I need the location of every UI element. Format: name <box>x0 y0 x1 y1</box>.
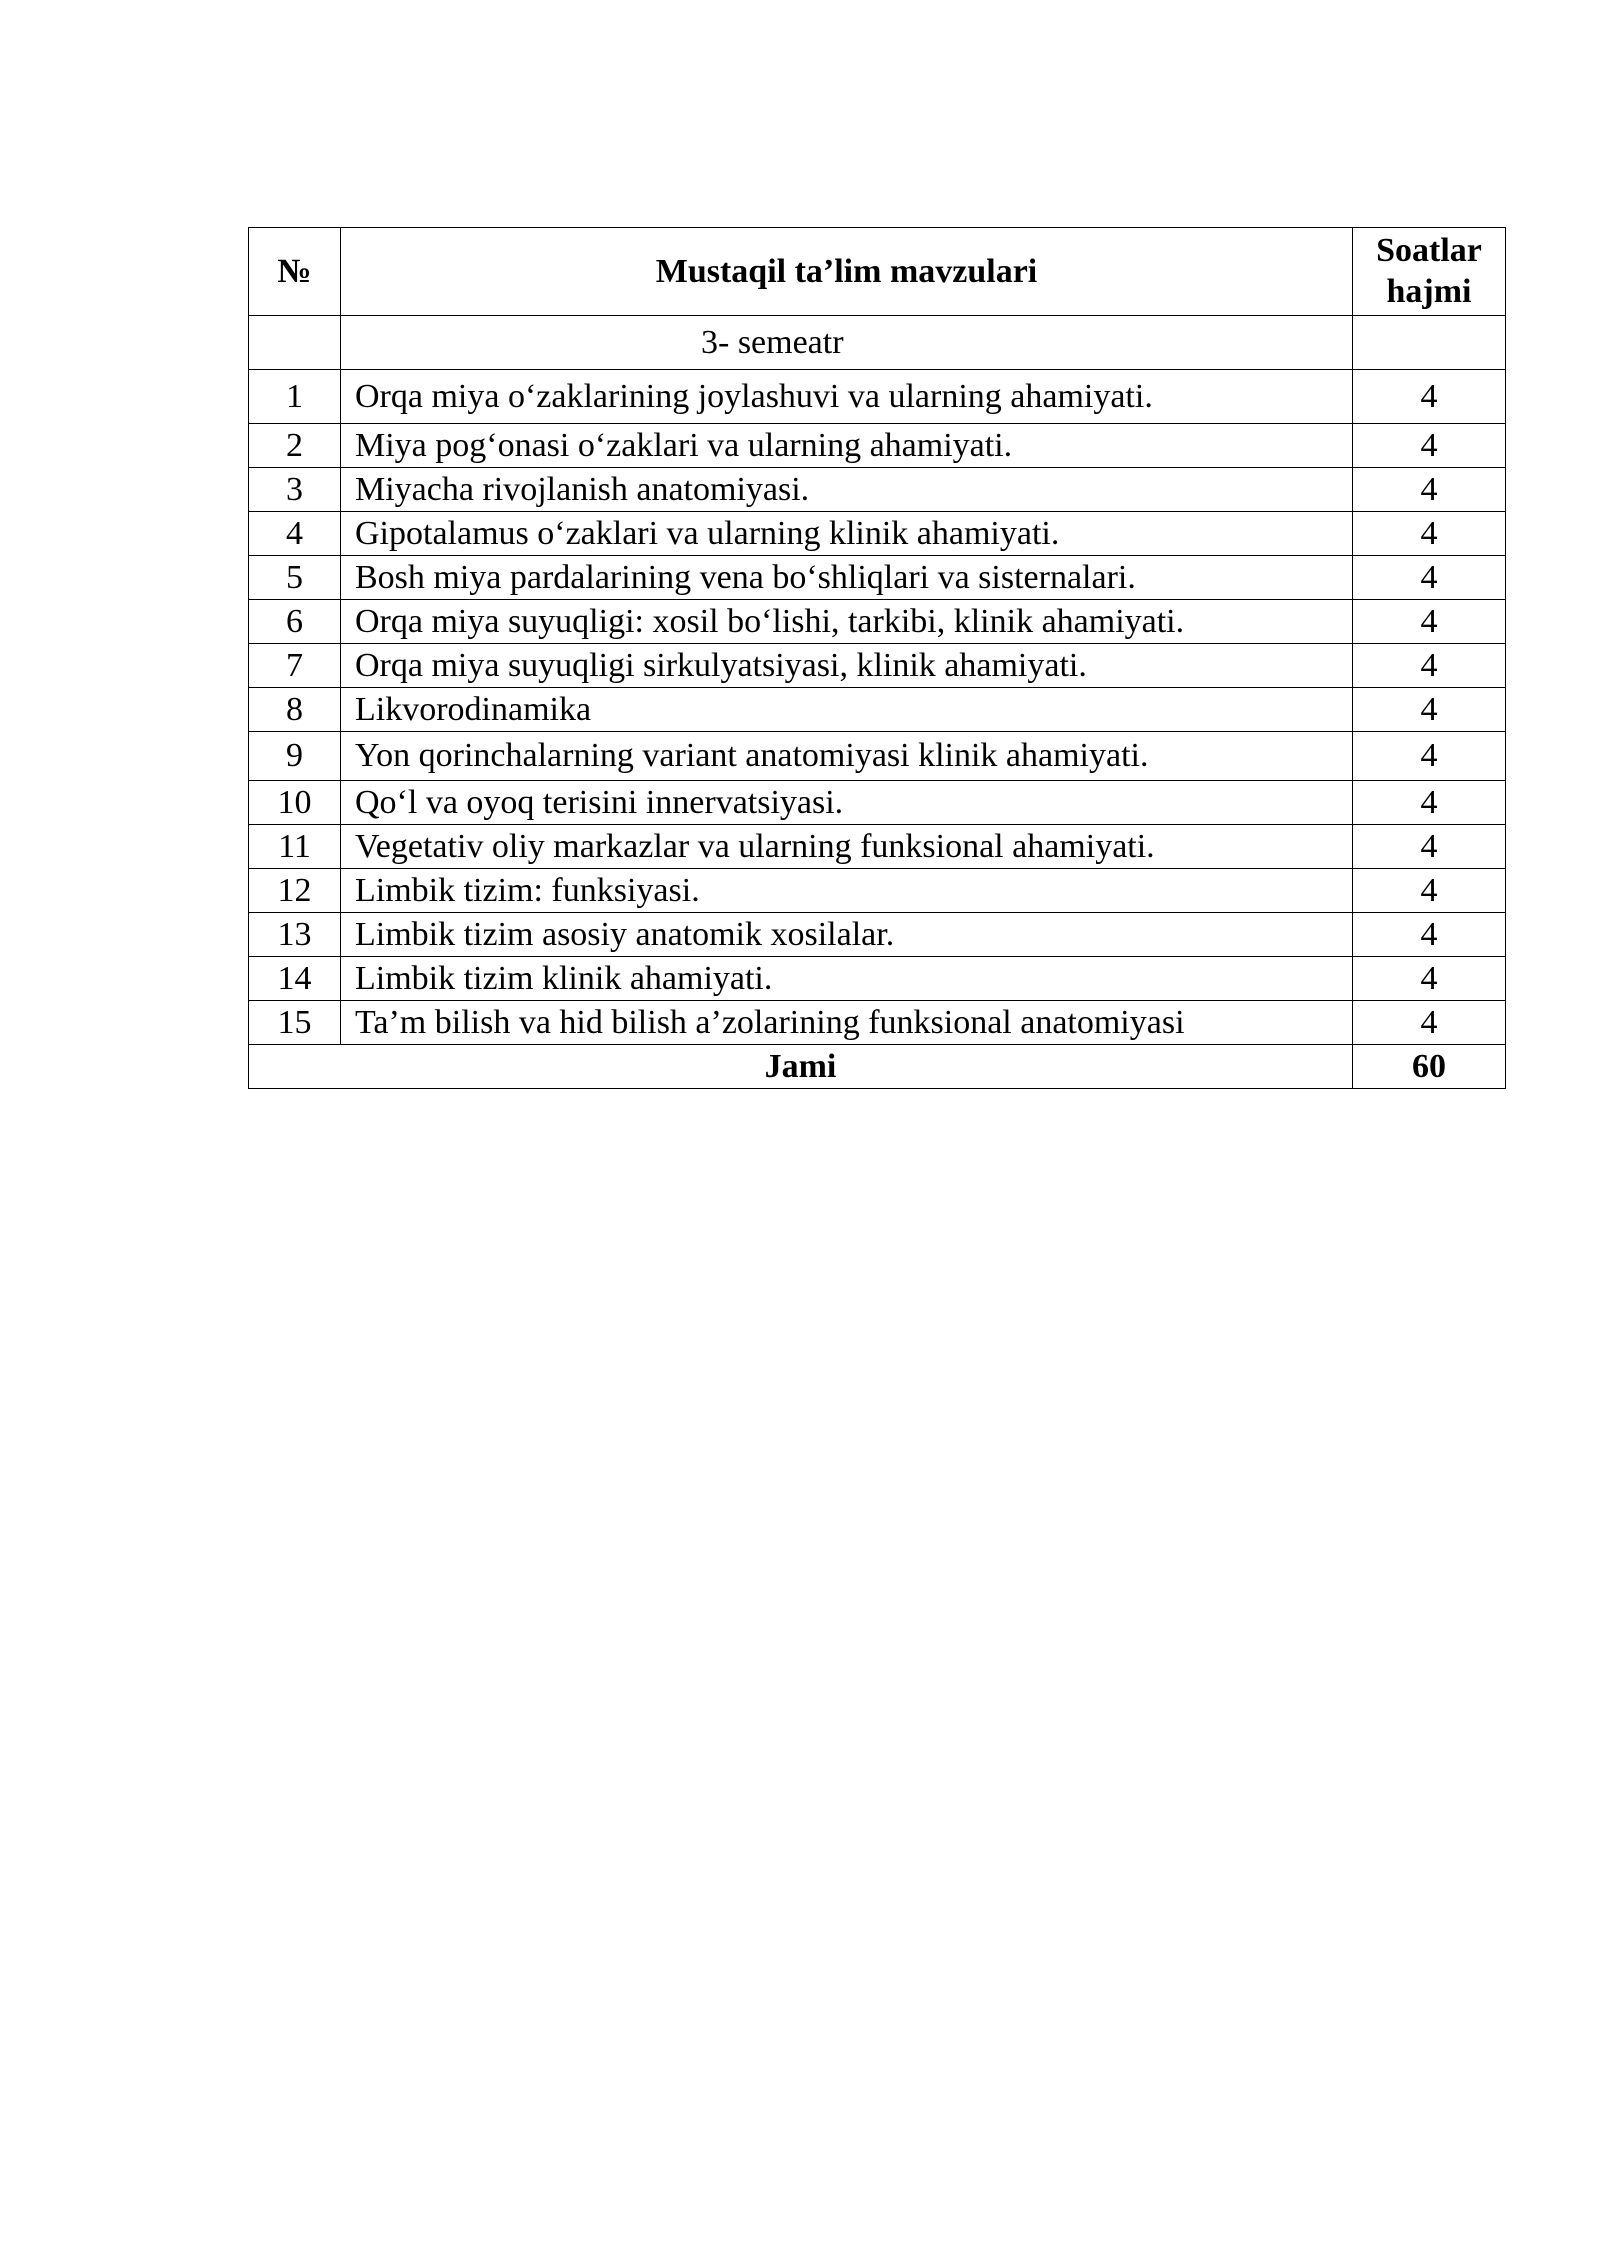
row-title: Yon qorinchalarning variant anatomiyasi klinik ahamiyati. <box>341 732 1353 781</box>
row-hours: 4 <box>1353 1001 1506 1045</box>
row-hours: 4 <box>1353 957 1506 1001</box>
row-hours: 4 <box>1353 732 1506 781</box>
row-number: 4 <box>249 512 341 556</box>
row-title: Orqa miya suyuqligi: xosil bo‘lishi, tarkibi, klinik ahamiyati. <box>341 600 1353 644</box>
row-hours: 4 <box>1353 424 1506 468</box>
table-row <box>249 913 1506 957</box>
row-hours: 4 <box>1353 370 1506 424</box>
total-hours: 60 <box>1353 1045 1506 1089</box>
table-row <box>249 556 1506 600</box>
row-title: Limbik tizim: funksiyasi. <box>341 869 1353 913</box>
table-row <box>249 957 1506 1001</box>
semester-row <box>249 316 1506 370</box>
table-row <box>249 781 1506 825</box>
table-row <box>249 468 1506 512</box>
total-row <box>249 1045 1506 1089</box>
table-row <box>249 370 1506 424</box>
row-number: 7 <box>249 644 341 688</box>
row-number: 6 <box>249 600 341 644</box>
row-title: Miyacha rivojlanish anatomiyasi. <box>341 468 1353 512</box>
row-title: Qo‘l va oyoq terisini innervatsiyasi. <box>341 781 1353 825</box>
header-hours <box>1353 228 1506 316</box>
row-number: 5 <box>249 556 341 600</box>
table-row <box>249 1001 1506 1045</box>
row-hours: 4 <box>1353 688 1506 732</box>
table-row <box>249 825 1506 869</box>
row-title: Orqa miya o‘zaklarining joylashuvi va ularning ahamiyati. <box>341 370 1353 424</box>
row-number: 1 <box>249 370 341 424</box>
row-title: Miya pog‘onasi o‘zaklari va ularning ahamiyati. <box>341 424 1353 468</box>
header-hours-line2: hajmi <box>1386 272 1472 310</box>
row-hours: 4 <box>1353 825 1506 869</box>
row-number: 12 <box>249 869 341 913</box>
row-number: 14 <box>249 957 341 1001</box>
table-row <box>249 600 1506 644</box>
row-hours: 4 <box>1353 556 1506 600</box>
row-number: 2 <box>249 424 341 468</box>
table-row <box>249 512 1506 556</box>
table-row <box>249 869 1506 913</box>
row-title: Likvorodinamika <box>341 688 1353 732</box>
table-row <box>249 644 1506 688</box>
row-hours: 4 <box>1353 468 1506 512</box>
row-title: Vegetativ oliy markazlar va ularning funksional ahamiyati. <box>341 825 1353 869</box>
row-title: Limbik tizim asosiy anatomik xosilalar. <box>341 913 1353 957</box>
row-hours: 4 <box>1353 781 1506 825</box>
table-row <box>249 688 1506 732</box>
row-number: 11 <box>249 825 341 869</box>
row-number: 9 <box>249 732 341 781</box>
header-title: Mustaqil ta’lim mavzulari <box>341 228 1353 316</box>
row-number: 8 <box>249 688 341 732</box>
row-title: Gipotalamus o‘zaklari va ularning klinik ahamiyati. <box>341 512 1353 556</box>
row-hours: 4 <box>1353 913 1506 957</box>
header-number: № <box>249 228 341 316</box>
semester-empty-hours <box>1353 316 1506 370</box>
row-number: 13 <box>249 913 341 957</box>
semester-label: 3- semeatr <box>341 316 1353 370</box>
row-number: 3 <box>249 468 341 512</box>
row-number: 10 <box>249 781 341 825</box>
row-hours: 4 <box>1353 512 1506 556</box>
row-hours: 4 <box>1353 600 1506 644</box>
header-hours-line1: Soatlar <box>1376 231 1482 269</box>
table-header-row <box>249 228 1506 316</box>
total-label: Jami <box>249 1045 1353 1089</box>
table-row <box>249 424 1506 468</box>
row-title: Limbik tizim klinik ahamiyati. <box>341 957 1353 1001</box>
topics-table <box>248 227 1506 1089</box>
row-hours: 4 <box>1353 869 1506 913</box>
row-title: Orqa miya suyuqligi sirkulyatsiyasi, klinik ahamiyati. <box>341 644 1353 688</box>
row-number: 15 <box>249 1001 341 1045</box>
row-title: Ta’m bilish va hid bilish a’zolarining funksional anatomiyasi <box>341 1001 1353 1045</box>
row-title: Bosh miya pardalarining vena bo‘shliqlari va sisternalari. <box>341 556 1353 600</box>
semester-empty-cell <box>249 316 341 370</box>
row-hours: 4 <box>1353 644 1506 688</box>
table-row <box>249 732 1506 781</box>
